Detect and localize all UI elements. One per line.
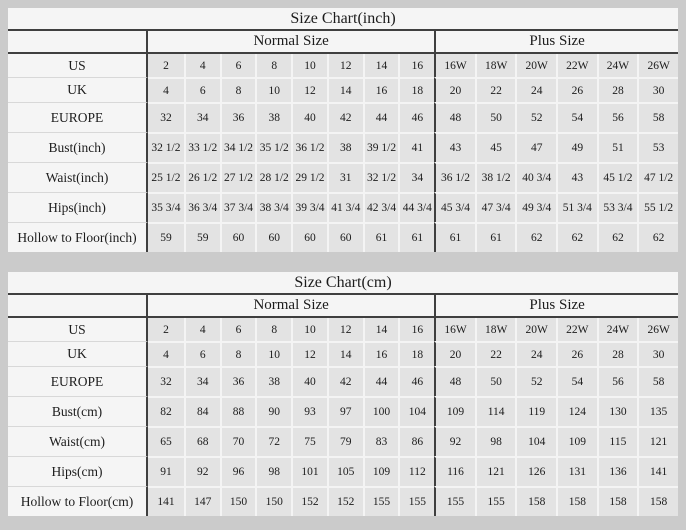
table-cell: 53 <box>637 132 678 162</box>
table-cell: 14 <box>363 54 399 77</box>
table-cell: 93 <box>291 396 327 426</box>
table-cell: 42 <box>327 102 363 132</box>
table-cell: 56 <box>597 102 638 132</box>
table-cell: 52 <box>515 366 556 396</box>
table-cell: 49 <box>556 132 597 162</box>
table-cell: 59 <box>148 222 184 252</box>
table-cell: 48 <box>434 366 475 396</box>
table-cell: 96 <box>220 456 256 486</box>
table-cell: 32 1/2 <box>148 132 184 162</box>
table-cell: 75 <box>291 426 327 456</box>
table-cell: 39 3/4 <box>291 192 327 222</box>
table-cell: 30 <box>637 77 678 102</box>
table-cell: 10 <box>255 77 291 102</box>
table-row <box>8 396 678 426</box>
table-cell: 4 <box>184 54 220 77</box>
table-cell: 54 <box>556 102 597 132</box>
table-cell: 52 <box>515 102 556 132</box>
table-cell: 6 <box>220 318 256 341</box>
row-label: Bust(inch) <box>8 132 148 162</box>
table-cell: 16 <box>398 318 434 341</box>
table-cell: 10 <box>291 54 327 77</box>
table-cell: 46 <box>398 102 434 132</box>
table-cell: 100 <box>363 396 399 426</box>
table-cell: 29 1/2 <box>291 162 327 192</box>
table-cell: 31 <box>327 162 363 192</box>
table-cell: 150 <box>255 486 291 516</box>
table-cell: 2 <box>148 54 184 77</box>
row-label: US <box>8 54 148 77</box>
table-cell: 119 <box>515 396 556 426</box>
table-cell: 92 <box>184 456 220 486</box>
table-cell: 60 <box>291 222 327 252</box>
row-label: Bust(cm) <box>8 396 148 426</box>
table-cell: 141 <box>148 486 184 516</box>
table-cell: 44 3/4 <box>398 192 434 222</box>
plus-size-header: Plus Size <box>434 295 678 318</box>
table-cell: 33 1/2 <box>184 132 220 162</box>
table-cell: 20W <box>515 318 556 341</box>
table-cell: 16 <box>363 341 399 366</box>
row-label: Hollow to Floor(cm) <box>8 486 148 516</box>
table-cell: 16 <box>398 54 434 77</box>
table-cell: 22 <box>475 341 516 366</box>
table-cell: 37 3/4 <box>220 192 256 222</box>
table-cell: 59 <box>184 222 220 252</box>
corner-blank-cell <box>8 295 148 318</box>
table-cell: 86 <box>398 426 434 456</box>
table-cell: 91 <box>148 456 184 486</box>
row-label: EUROPE <box>8 102 148 132</box>
table-cell: 114 <box>475 396 516 426</box>
table-cell: 22W <box>556 318 597 341</box>
column-group-header-row <box>8 295 678 318</box>
table-cell: 38 3/4 <box>255 192 291 222</box>
table-cell: 8 <box>220 77 256 102</box>
table-row <box>8 54 678 77</box>
table-cell: 56 <box>597 366 638 396</box>
table-cell: 46 <box>398 366 434 396</box>
table-cell: 16W <box>434 318 475 341</box>
table-cell: 109 <box>363 456 399 486</box>
table-cell: 92 <box>434 426 475 456</box>
table-cell: 26W <box>637 54 678 77</box>
table-cell: 12 <box>291 341 327 366</box>
table-cell: 42 <box>327 366 363 396</box>
table-cell: 49 3/4 <box>515 192 556 222</box>
size-chart-cm-table <box>8 272 678 516</box>
table-cell: 14 <box>327 77 363 102</box>
table-cell: 38 <box>327 132 363 162</box>
table-cell: 6 <box>220 54 256 77</box>
table-cell: 34 <box>398 162 434 192</box>
table-cell: 45 1/2 <box>597 162 638 192</box>
table-cell: 158 <box>637 486 678 516</box>
table-cell: 43 <box>434 132 475 162</box>
table-cell: 62 <box>637 222 678 252</box>
table-cell: 36 1/2 <box>434 162 475 192</box>
table-cell: 26 <box>556 341 597 366</box>
table-row <box>8 366 678 396</box>
table-cell: 28 <box>597 341 638 366</box>
table-cell: 158 <box>597 486 638 516</box>
table-cell: 40 <box>291 366 327 396</box>
table-cell: 30 <box>637 341 678 366</box>
table-cell: 50 <box>475 102 516 132</box>
table-cell: 98 <box>255 456 291 486</box>
table-cell: 84 <box>184 396 220 426</box>
table-cell: 4 <box>184 318 220 341</box>
table-cell: 62 <box>597 222 638 252</box>
table-cell: 150 <box>220 486 256 516</box>
table-cell: 90 <box>255 396 291 426</box>
table-cell: 155 <box>398 486 434 516</box>
table-row <box>8 318 678 341</box>
row-label: UK <box>8 341 148 366</box>
table-cell: 22 <box>475 77 516 102</box>
table-cell: 79 <box>327 426 363 456</box>
table-cell: 34 1/2 <box>220 132 256 162</box>
table-cell: 14 <box>327 341 363 366</box>
table-cell: 53 3/4 <box>597 192 638 222</box>
table-cell: 104 <box>515 426 556 456</box>
table-cell: 36 3/4 <box>184 192 220 222</box>
table-cell: 50 <box>475 366 516 396</box>
table-cell: 42 3/4 <box>363 192 399 222</box>
table-cell: 155 <box>475 486 516 516</box>
table-cell: 40 3/4 <box>515 162 556 192</box>
table-cell: 27 1/2 <box>220 162 256 192</box>
table-cell: 45 <box>475 132 516 162</box>
table-cell: 18 <box>398 341 434 366</box>
table-cell: 155 <box>434 486 475 516</box>
table-cell: 12 <box>291 77 327 102</box>
table-cell: 51 <box>597 132 638 162</box>
table-cell: 65 <box>148 426 184 456</box>
table-cell: 24W <box>597 318 638 341</box>
table-cell: 104 <box>398 396 434 426</box>
table-cell: 24W <box>597 54 638 77</box>
table-row <box>8 426 678 456</box>
table-cell: 60 <box>327 222 363 252</box>
table-cell: 51 3/4 <box>556 192 597 222</box>
table-cell: 141 <box>637 456 678 486</box>
table-cell: 58 <box>637 102 678 132</box>
table-cell: 47 3/4 <box>475 192 516 222</box>
table-cell: 60 <box>255 222 291 252</box>
table-cell: 16 <box>363 77 399 102</box>
table-cell: 34 <box>184 102 220 132</box>
row-label: Hips(inch) <box>8 192 148 222</box>
table-cell: 121 <box>475 456 516 486</box>
table-row <box>8 222 678 252</box>
table-cell: 126 <box>515 456 556 486</box>
table-cell: 124 <box>556 396 597 426</box>
table-cell: 130 <box>597 396 638 426</box>
table-cell: 54 <box>556 366 597 396</box>
table-cell: 152 <box>291 486 327 516</box>
row-label: Waist(cm) <box>8 426 148 456</box>
table-cell: 158 <box>515 486 556 516</box>
table-cell: 45 3/4 <box>434 192 475 222</box>
table-cell: 61 <box>475 222 516 252</box>
corner-blank-cell <box>8 31 148 54</box>
table-cell: 32 <box>148 366 184 396</box>
table-cell: 6 <box>184 341 220 366</box>
table-cell: 20 <box>434 77 475 102</box>
table-cell: 152 <box>327 486 363 516</box>
table-cell: 82 <box>148 396 184 426</box>
table-cell: 2 <box>148 318 184 341</box>
table-cell: 58 <box>637 366 678 396</box>
table-cell: 97 <box>327 396 363 426</box>
column-group-header-row <box>8 31 678 54</box>
table-cell: 32 1/2 <box>363 162 399 192</box>
table-cell: 10 <box>291 318 327 341</box>
table-row <box>8 341 678 366</box>
table-cell: 36 <box>220 102 256 132</box>
normal-size-header: Normal Size <box>148 295 434 318</box>
table-cell: 18 <box>398 77 434 102</box>
table-row <box>8 456 678 486</box>
table-cell: 101 <box>291 456 327 486</box>
table-cell: 28 <box>597 77 638 102</box>
table-cell: 55 1/2 <box>637 192 678 222</box>
row-label: Waist(inch) <box>8 162 148 192</box>
table-cell: 62 <box>515 222 556 252</box>
table-cell: 147 <box>184 486 220 516</box>
row-label: UK <box>8 77 148 102</box>
table-cell: 12 <box>327 54 363 77</box>
row-label: Hollow to Floor(inch) <box>8 222 148 252</box>
table-cell: 116 <box>434 456 475 486</box>
table-cell: 131 <box>556 456 597 486</box>
table-row <box>8 162 678 192</box>
table-cell: 25 1/2 <box>148 162 184 192</box>
table-cell: 8 <box>255 318 291 341</box>
table-cell: 28 1/2 <box>255 162 291 192</box>
table-cell: 24 <box>515 77 556 102</box>
table-cell: 43 <box>556 162 597 192</box>
table-cell: 35 3/4 <box>148 192 184 222</box>
table-cell: 40 <box>291 102 327 132</box>
table-cell: 60 <box>220 222 256 252</box>
table-cell: 47 1/2 <box>637 162 678 192</box>
table-cell: 18W <box>475 54 516 77</box>
table-cell: 41 3/4 <box>327 192 363 222</box>
table-cell: 22W <box>556 54 597 77</box>
table-cell: 18W <box>475 318 516 341</box>
table-cell: 26W <box>637 318 678 341</box>
table-cell: 14 <box>363 318 399 341</box>
row-label: Hips(cm) <box>8 456 148 486</box>
table-cell: 6 <box>184 77 220 102</box>
table-cell: 38 <box>255 102 291 132</box>
table-cell: 88 <box>220 396 256 426</box>
table-cell: 4 <box>148 77 184 102</box>
plus-size-header: Plus Size <box>434 31 678 54</box>
table-cell: 26 <box>556 77 597 102</box>
table-cell: 20 <box>434 341 475 366</box>
table-cell: 62 <box>556 222 597 252</box>
table-cell: 8 <box>220 341 256 366</box>
table-cell: 112 <box>398 456 434 486</box>
table-row <box>8 77 678 102</box>
table-row <box>8 486 678 516</box>
table-cell: 12 <box>327 318 363 341</box>
table-cell: 20W <box>515 54 556 77</box>
table-row <box>8 132 678 162</box>
table-cell: 155 <box>363 486 399 516</box>
table-row <box>8 192 678 222</box>
table-cell: 109 <box>434 396 475 426</box>
table-cell: 98 <box>475 426 516 456</box>
table-cell: 16W <box>434 54 475 77</box>
table-cell: 32 <box>148 102 184 132</box>
table-cell: 72 <box>255 426 291 456</box>
table-cell: 41 <box>398 132 434 162</box>
table-cell: 36 <box>220 366 256 396</box>
table-title-row <box>8 272 678 295</box>
table-cell: 34 <box>184 366 220 396</box>
table-cell: 36 1/2 <box>291 132 327 162</box>
table-cell: 61 <box>398 222 434 252</box>
table-row <box>8 102 678 132</box>
table-cell: 4 <box>148 341 184 366</box>
table-title: Size Chart(cm) <box>8 272 678 295</box>
table-title-row <box>8 8 678 31</box>
table-cell: 68 <box>184 426 220 456</box>
table-cell: 109 <box>556 426 597 456</box>
normal-size-header: Normal Size <box>148 31 434 54</box>
table-cell: 44 <box>363 366 399 396</box>
table-cell: 136 <box>597 456 638 486</box>
table-cell: 39 1/2 <box>363 132 399 162</box>
table-cell: 26 1/2 <box>184 162 220 192</box>
table-cell: 158 <box>556 486 597 516</box>
table-cell: 61 <box>363 222 399 252</box>
table-cell: 105 <box>327 456 363 486</box>
table-cell: 24 <box>515 341 556 366</box>
table-cell: 121 <box>637 426 678 456</box>
table-cell: 83 <box>363 426 399 456</box>
table-cell: 48 <box>434 102 475 132</box>
table-cell: 47 <box>515 132 556 162</box>
size-chart-inch-table <box>8 8 678 252</box>
table-cell: 38 1/2 <box>475 162 516 192</box>
table-cell: 10 <box>255 341 291 366</box>
table-cell: 35 1/2 <box>255 132 291 162</box>
table-cell: 135 <box>637 396 678 426</box>
table-cell: 70 <box>220 426 256 456</box>
table-cell: 61 <box>434 222 475 252</box>
row-label: EUROPE <box>8 366 148 396</box>
row-label: US <box>8 318 148 341</box>
table-cell: 115 <box>597 426 638 456</box>
table-cell: 8 <box>255 54 291 77</box>
table-cell: 38 <box>255 366 291 396</box>
table-title: Size Chart(inch) <box>8 8 678 31</box>
table-cell: 44 <box>363 102 399 132</box>
